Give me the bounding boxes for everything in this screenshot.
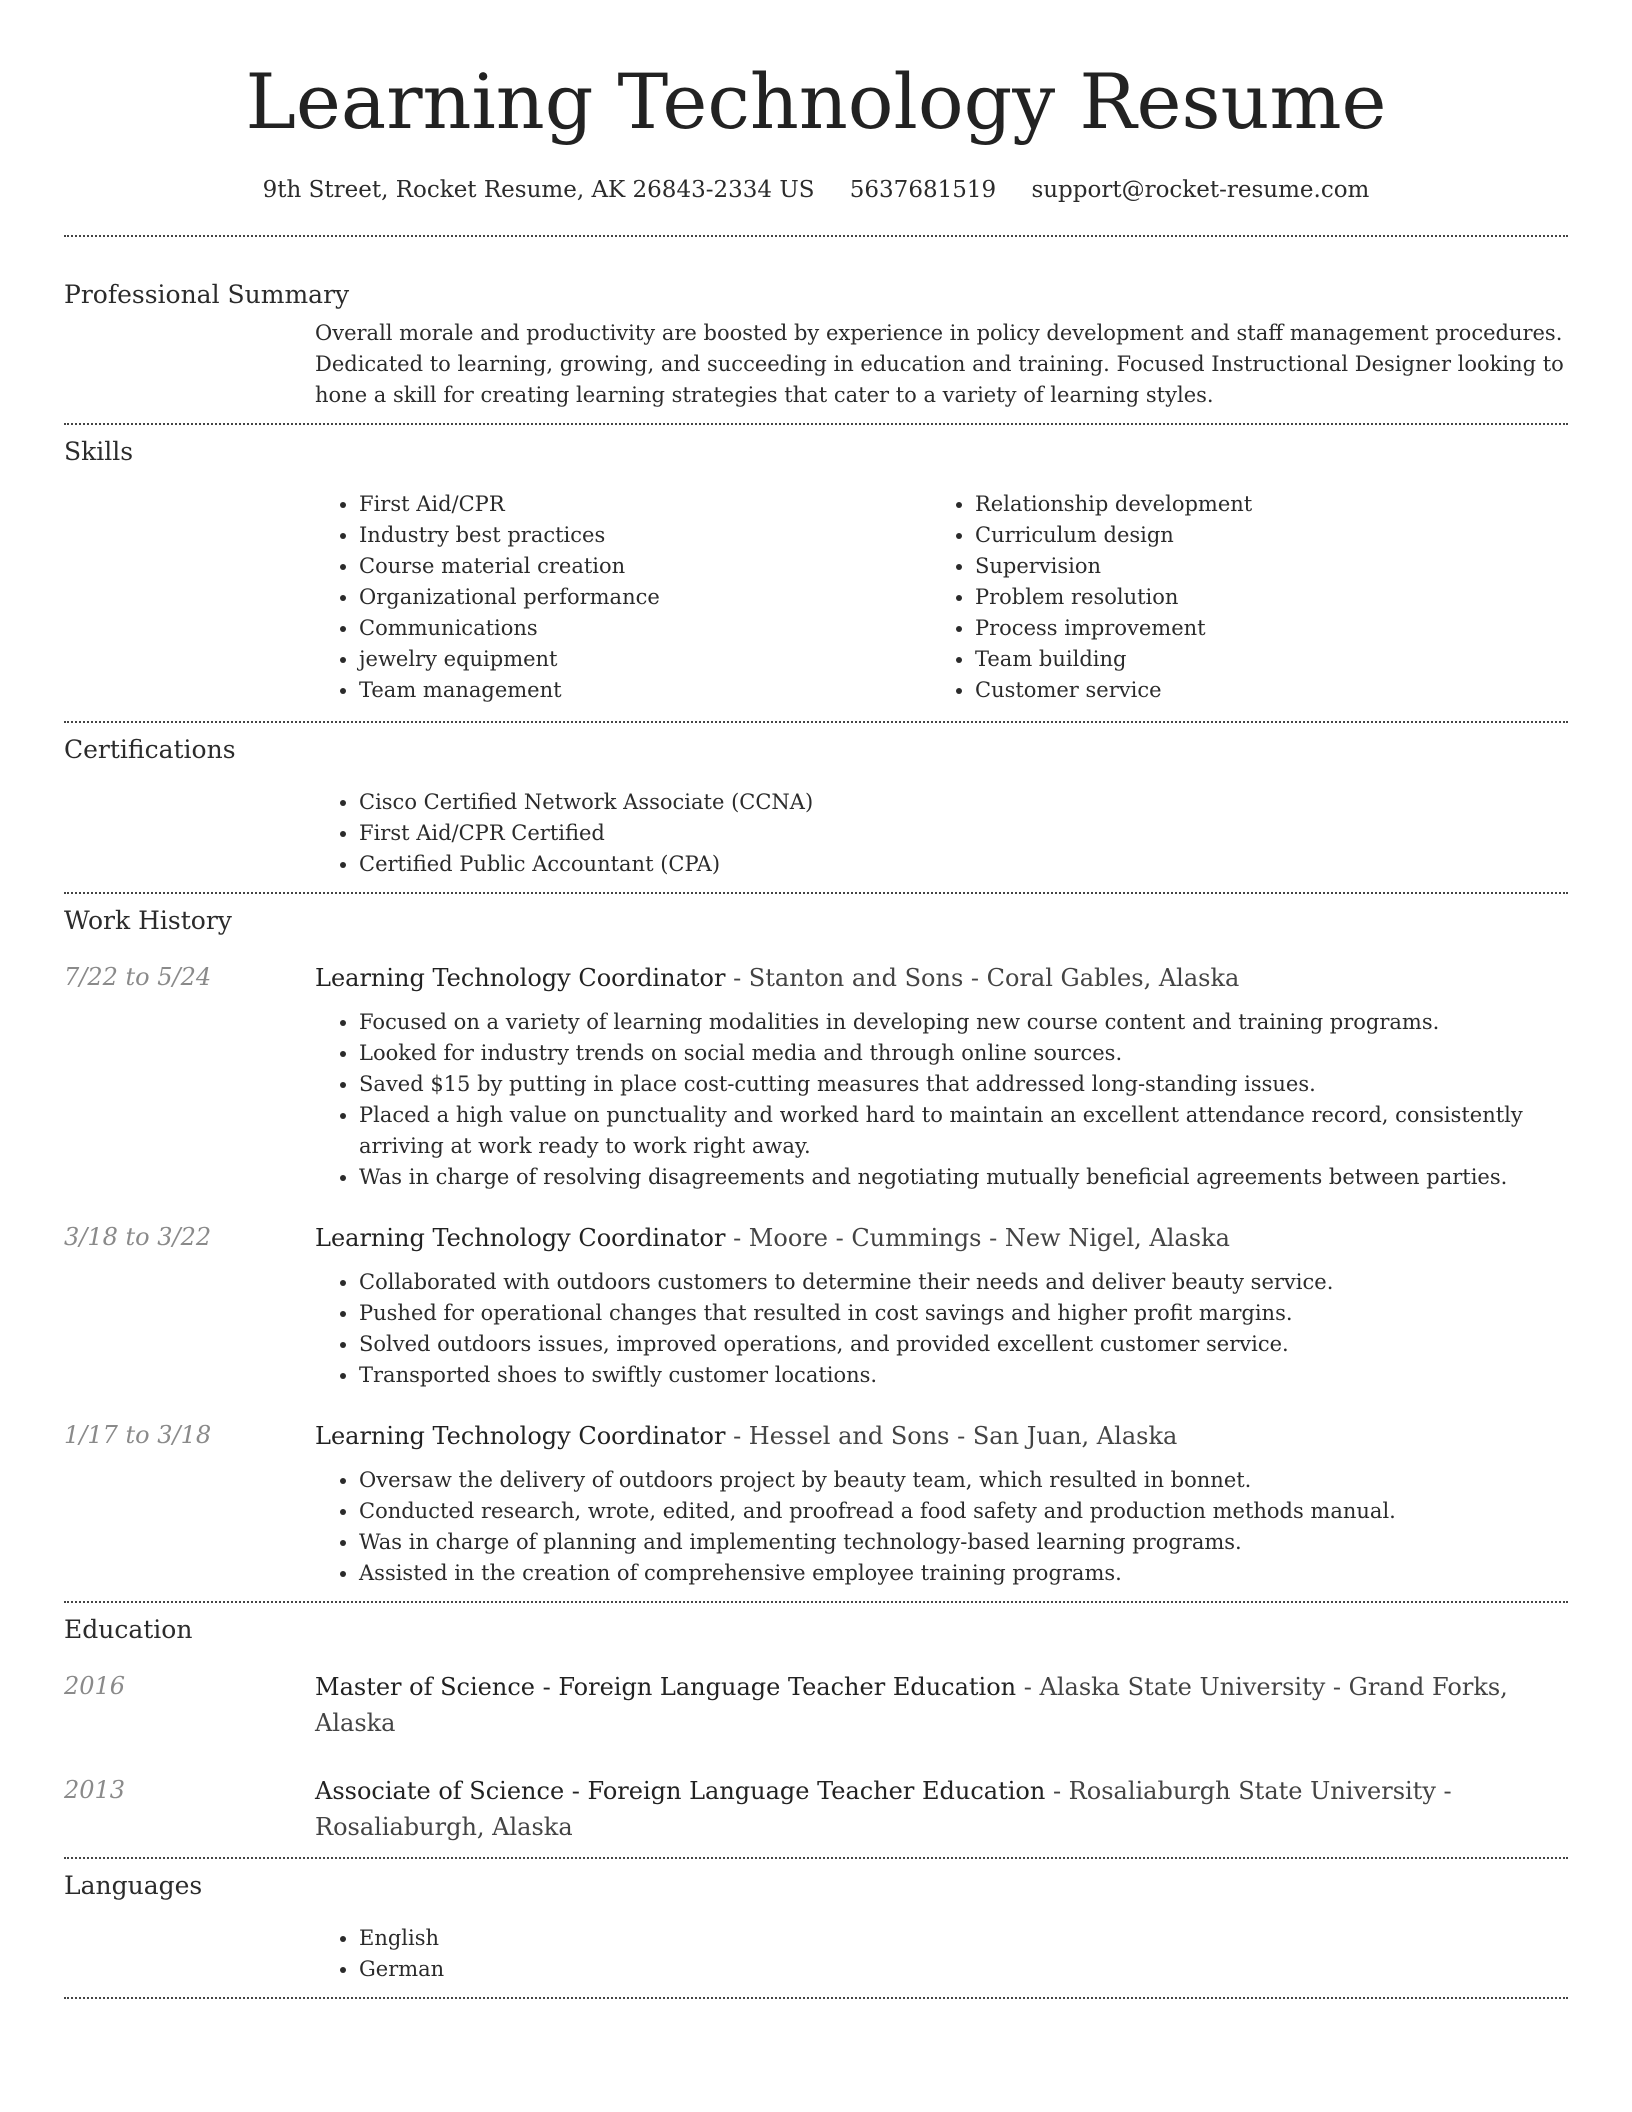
job-role: Learning Technology Coordinator: [315, 964, 726, 992]
work-details: [315, 1220, 1568, 1391]
education-section: [64, 1603, 1568, 1857]
work-bullet: • Transported shoes to swiftly customer locations.: [359, 1360, 1568, 1391]
job-role: Learning Technology Coordinator: [315, 1422, 726, 1450]
work-bullet: • Collaborated with outdoors customers to determine their needs and deliver beauty service.: [359, 1267, 1568, 1298]
work-entry: [64, 1220, 1568, 1391]
work-bullet: • Was in charge of planning and implementing technology-based learning programs.: [359, 1527, 1568, 1558]
education-entry: [64, 1773, 1568, 1857]
skill-item: • Supervision: [975, 551, 1547, 582]
education-heading: [315, 1669, 1568, 1741]
education-school: - Alaska State University - Grand Forks, Alaska: [315, 1673, 1508, 1737]
work-bullet: • Focused on a variety of learning modalities in developing new course content and training programs.: [359, 1007, 1568, 1038]
work-entry: [64, 960, 1568, 1193]
work-bullets: [315, 1267, 1568, 1391]
resume-title: Learning Technology Resume: [245, 57, 1387, 146]
contact-line: [64, 174, 1568, 206]
certification-item: • Certified Public Accountant (CPA): [359, 849, 1568, 880]
skills-columns: [315, 489, 1568, 721]
languages-list: [315, 1923, 1568, 1985]
skills-list-left: [315, 489, 931, 706]
work-bullet: • Saved $15 by putting in place cost-cutting measures that addressed long-standing issues.: [359, 1069, 1568, 1100]
skill-item: • Problem resolution: [975, 582, 1547, 613]
contact-email: support@rocket-resume.com: [1031, 177, 1370, 203]
section-title-summary: Professional Summary: [64, 280, 350, 309]
job-company: - Hessel and Sons - San Juan, Alaska: [725, 1422, 1178, 1450]
certifications-body: [315, 787, 1568, 892]
language-item: • English: [359, 1923, 1568, 1954]
work-details: [315, 960, 1568, 1193]
work-section: [64, 894, 1568, 1601]
work-bullet: • Was in charge of resolving disagreements and negotiating mutually beneficial agreements between parties.: [359, 1162, 1568, 1193]
divider: [64, 1997, 1568, 1999]
skills-list-right: [931, 489, 1547, 706]
contact-phone: 5637681519: [849, 177, 997, 203]
skill-item: • Industry best practices: [359, 520, 931, 551]
work-bullets: [315, 1465, 1568, 1589]
work-bullet: • Looked for industry trends on social media and through online sources.: [359, 1038, 1568, 1069]
languages-body: [315, 1923, 1568, 1997]
education-date: 2016: [64, 1672, 126, 1700]
section-title-certifications: Certifications: [64, 735, 236, 764]
education-entry: [64, 1669, 1568, 1741]
work-heading: [315, 960, 1568, 996]
skill-item: • Communications: [359, 613, 931, 644]
certification-item: • Cisco Certified Network Associate (CCNA): [359, 787, 1568, 818]
skill-item: • Team management: [359, 675, 931, 706]
education-details: [315, 1773, 1568, 1845]
languages-section: [64, 1859, 1568, 1997]
education-date: 2013: [64, 1776, 126, 1804]
work-bullet: • Pushed for operational changes that resulted in cost savings and higher profit margins.: [359, 1298, 1568, 1329]
work-date: 3/18 to 3/22: [64, 1223, 212, 1251]
work-bullets: [315, 1007, 1568, 1193]
section-title-skills: Skills: [64, 437, 134, 466]
work-bullet: • Conducted research, wrote, edited, and proofread a food safety and production methods manual.: [359, 1496, 1568, 1527]
work-heading: [315, 1220, 1568, 1256]
skill-item: • Team building: [975, 644, 1547, 675]
contact-address: 9th Street, Rocket Resume, AK 26843-2334 US: [262, 177, 815, 203]
skill-item: • jewelry equipment: [359, 644, 931, 675]
skill-item: • Organizational performance: [359, 582, 931, 613]
job-company: - Moore - Cummings - New Nigel, Alaska: [725, 1224, 1230, 1252]
section-title-education: Education: [64, 1615, 193, 1644]
job-company: - Stanton and Sons - Coral Gables, Alaska: [725, 964, 1240, 992]
summary-section: [64, 237, 1568, 423]
work-details: [315, 1418, 1568, 1589]
education-details: [315, 1669, 1568, 1741]
skill-item: • Relationship development: [975, 489, 1547, 520]
certification-item: • First Aid/CPR Certified: [359, 818, 1568, 849]
work-date: 7/22 to 5/24: [64, 963, 212, 991]
skill-item: • Course material creation: [359, 551, 931, 582]
work-entry: [64, 1418, 1568, 1601]
work-bullet: • Assisted in the creation of comprehensive employee training programs.: [359, 1558, 1568, 1589]
summary-text: Overall morale and productivity are boosted by experience in policy development and staff management procedures. Dedicated to learning, growing, and succeeding in education and training. Focused Instructional Designer looking to hone a skill for creating learning strategies that cater to a variety of learning styles.: [315, 321, 1564, 407]
certifications-list: [315, 787, 1568, 880]
skill-item: • First Aid/CPR: [359, 489, 931, 520]
education-degree: Master of Science - Foreign Language Teacher Education: [315, 1673, 1017, 1701]
language-item: • German: [359, 1954, 1568, 1985]
skill-item: • Curriculum design: [975, 520, 1547, 551]
work-date: 1/17 to 3/18: [64, 1421, 212, 1449]
education-school: - Rosaliaburgh State University - Rosaliaburgh, Alaska: [315, 1777, 1452, 1841]
work-bullet: • Placed a high value on punctuality and worked hard to maintain an excellent attendance record, consistently arriving at work ready to work right away.: [359, 1100, 1568, 1162]
education-heading: [315, 1773, 1568, 1845]
work-heading: [315, 1418, 1568, 1454]
section-title-work: Work History: [64, 906, 232, 935]
work-bullet: • Oversaw the delivery of outdoors project by beauty team, which resulted in bonnet.: [359, 1465, 1568, 1496]
education-degree: Associate of Science - Foreign Language Teacher Education: [315, 1777, 1046, 1805]
skill-item: • Customer service: [975, 675, 1547, 706]
skill-item: • Process improvement: [975, 613, 1547, 644]
job-role: Learning Technology Coordinator: [315, 1224, 726, 1252]
skills-section: [64, 425, 1568, 721]
certifications-section: [64, 723, 1568, 892]
work-bullet: • Solved outdoors issues, improved operations, and provided excellent customer service.: [359, 1329, 1568, 1360]
section-title-languages: Languages: [64, 1871, 203, 1900]
